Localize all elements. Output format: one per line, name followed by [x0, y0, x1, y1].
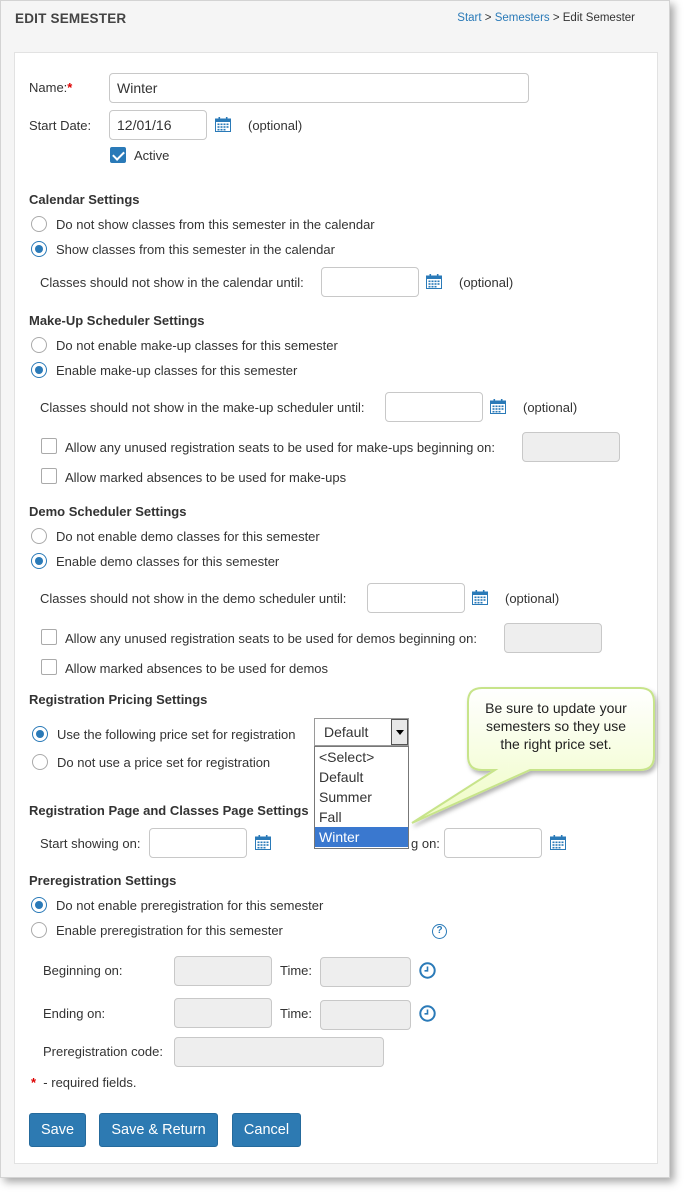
regpage-start-label: Start showing on: [40, 836, 141, 851]
optional-note: (optional) [248, 118, 303, 133]
demo-absences-label: Allow marked absences to be used for demos [65, 661, 329, 676]
start-date-label: Start Date: [29, 118, 92, 133]
save-and-return-button[interactable]: Save & Return [99, 1113, 218, 1147]
price-set-option[interactable]: <Select> [319, 749, 375, 765]
breadcrumb-separator: > [549, 12, 563, 24]
makeup-unused-seats-label: Allow any unused registration seats to be used for make-ups beginning on: [65, 440, 495, 455]
regpage-settings-title: Registration Page and Classes Page Settings [29, 803, 309, 818]
start-date-input[interactable]: 12/01/16 [109, 110, 207, 140]
makeup-until-label: Classes should not show in the make-up scheduler until: [40, 400, 365, 415]
optional-note: (optional) [459, 275, 514, 290]
required-fields-text: - required fields. [43, 1075, 137, 1090]
price-set-selected-value: Default [324, 724, 369, 740]
calendar-show-label: Show classes from this semester in the calendar [56, 242, 335, 257]
cancel-button[interactable]: Cancel [232, 1113, 301, 1147]
price-set-option-highlighted[interactable]: Winter [315, 827, 408, 847]
name-label-text: Name: [29, 80, 68, 95]
prereg-beginning-time-label: Time: [280, 963, 313, 978]
calendar-until-label: Classes should not show in the calendar until: [40, 275, 304, 290]
makeup-enable-label: Enable make-up classes for this semester [56, 363, 298, 378]
makeup-disable-label: Do not enable make-up classes for this semester [56, 338, 338, 353]
breadcrumb-current: Edit Semester [562, 12, 635, 24]
makeup-absences-label: Allow marked absences to be used for make-ups [65, 470, 347, 485]
pricing-settings-title: Registration Pricing Settings [29, 692, 208, 707]
calendar-settings-title: Calendar Settings [29, 192, 140, 207]
prereg-enable-label: Enable preregistration for this semester [56, 923, 283, 938]
prereg-disable-label: Do not enable preregistration for this semester [56, 898, 324, 913]
breadcrumb-start-link[interactable]: Start [457, 12, 482, 24]
help-icon[interactable]: ? [432, 924, 447, 939]
price-set-option[interactable]: Fall [319, 809, 342, 825]
demo-unused-seats-label: Allow any unused registration seats to be used for demos beginning on: [65, 631, 477, 646]
callout-text: Be sure to update your semesters so they use the right price set. [485, 700, 627, 752]
demo-disable-label: Do not enable demo classes for this semester [56, 529, 320, 544]
pricing-none-label: Do not use a price set for registration [57, 755, 271, 770]
breadcrumb-semesters-link[interactable]: Semesters [494, 12, 550, 24]
prereg-ending-time-label: Time: [280, 1006, 313, 1021]
name-input[interactable]: Winter [109, 73, 529, 103]
demo-settings-title: Demo Scheduler Settings [29, 504, 187, 519]
regpage-stop-label: g on: [411, 836, 440, 851]
required-mark: * [31, 1075, 37, 1090]
demo-until-label: Classes should not show in the demo scheduler until: [40, 591, 347, 606]
breadcrumb-separator: > [481, 12, 495, 24]
page-title: EDIT SEMESTER [15, 11, 127, 26]
optional-note: (optional) [505, 591, 560, 606]
prereg-code-label: Preregistration code: [43, 1044, 163, 1059]
price-set-option[interactable]: Default [319, 769, 364, 785]
save-button[interactable]: Save [29, 1113, 86, 1147]
optional-note: (optional) [523, 400, 578, 415]
prereg-beginning-label: Beginning on: [43, 963, 123, 978]
demo-enable-label: Enable demo classes for this semester [56, 554, 280, 569]
active-label: Active [134, 148, 170, 163]
prereg-settings-title: Preregistration Settings [29, 873, 177, 888]
makeup-settings-title: Make-Up Scheduler Settings [29, 313, 205, 328]
prereg-ending-label: Ending on: [43, 1006, 106, 1021]
calendar-hide-label: Do not show classes from this semester in the calendar [56, 217, 375, 232]
price-set-option[interactable]: Summer [319, 789, 372, 805]
pricing-use-label: Use the following price set for registration [57, 727, 296, 742]
required-mark: * [67, 80, 73, 95]
